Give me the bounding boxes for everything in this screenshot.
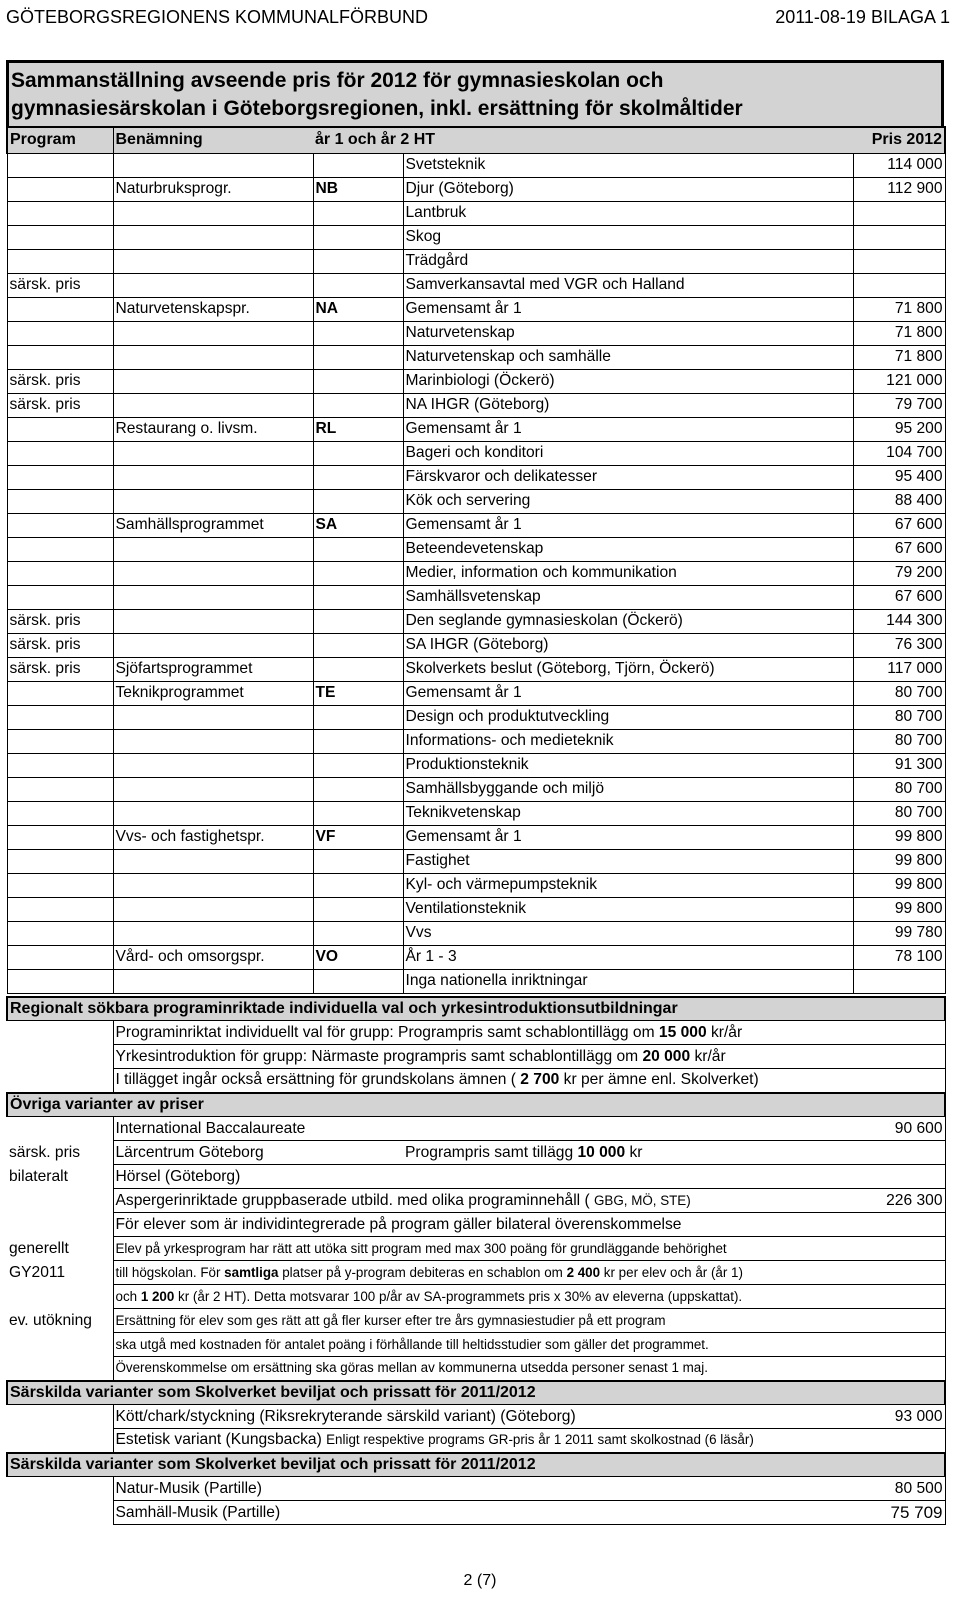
row-code — [313, 729, 403, 753]
row-code — [313, 849, 403, 873]
row-benamning: Marinbiologi (Öckerö) — [403, 369, 853, 393]
row-tag — [7, 825, 113, 849]
table-row — [7, 945, 945, 969]
row-program — [113, 153, 313, 177]
row-benamning: Beteendevetenskap — [403, 537, 853, 561]
row-tag — [7, 753, 113, 777]
row-tag — [7, 561, 113, 585]
row-program — [113, 249, 313, 273]
page-number: 2 (7) — [463, 1572, 497, 1589]
row-benamning: Medier, information och kommunikation — [403, 561, 853, 585]
row-tag: särsk. pris — [7, 273, 113, 297]
row-price: 104 700 — [853, 441, 945, 465]
generellt-tag: generellt — [9, 1239, 69, 1257]
horsel-tag: bilateralt — [9, 1167, 68, 1185]
row-price: 67 600 — [853, 585, 945, 609]
row-code — [313, 585, 403, 609]
table-row — [7, 369, 945, 393]
utokning-line-2: ska utgå med kostnaden för antalet poäng i förhållande till heltidsstudier som gäller det programmet. — [113, 1333, 945, 1357]
row-tag — [7, 537, 113, 561]
row-benamning: Samhällsvetenskap — [403, 585, 853, 609]
table-row — [7, 417, 945, 441]
row-program — [113, 897, 313, 921]
row-program — [113, 777, 313, 801]
row-program — [113, 561, 313, 585]
table-row — [7, 609, 945, 633]
row-price: 114 000 — [853, 153, 945, 177]
row-price: 117 000 — [853, 657, 945, 681]
row-price: 71 800 — [853, 321, 945, 345]
row-program — [113, 585, 313, 609]
row-tag — [7, 873, 113, 897]
row-tag — [7, 441, 113, 465]
row-price: 99 800 — [853, 873, 945, 897]
natur-musik-label: Natur-Musik (Partille) — [113, 1477, 853, 1501]
row-code — [313, 273, 403, 297]
row-price: 144 300 — [853, 609, 945, 633]
row-code: NB — [313, 177, 403, 201]
row-tag — [7, 201, 113, 225]
row-price: 95 200 — [853, 417, 945, 441]
row-program — [113, 369, 313, 393]
estetisk-label: Estetisk variant (Kungsbacka) Enligt respektive programs GR-pris år 1 2011 samt skolkostnad (6 läsår) — [113, 1429, 945, 1453]
table-row — [7, 225, 945, 249]
row-price: 99 780 — [853, 921, 945, 945]
row-benamning: Färskvaror och delikatesser — [403, 465, 853, 489]
ib-label: International Baccalaureate — [113, 1117, 853, 1141]
row-tag — [7, 249, 113, 273]
asperger-label: Aspergerinriktade gruppbaserade utbild. med olika programinnehåll ( GBG, MÖ, STE) — [113, 1189, 853, 1213]
row-program — [113, 705, 313, 729]
row-program — [113, 537, 313, 561]
row-price: 71 800 — [853, 345, 945, 369]
row-price: 121 000 — [853, 369, 945, 393]
row-tag — [7, 681, 113, 705]
table-row — [7, 969, 945, 993]
natur-musik-price: 80 500 — [853, 1477, 945, 1501]
generellt-line-1: Elev på yrkesprogram har rätt att utöka sitt program med max 300 poäng för grundläggande behörighet — [113, 1237, 945, 1261]
row-benamning: Ventilationsteknik — [403, 897, 853, 921]
row-tag — [7, 849, 113, 873]
table-row — [7, 753, 945, 777]
row-price: 71 800 — [853, 297, 945, 321]
asperger-price: 226 300 — [853, 1189, 945, 1213]
samhall-musik-label: Samhäll-Musik (Partille) — [113, 1501, 853, 1525]
row-program: Naturbruksprogr. — [113, 177, 313, 201]
row-price: 76 300 — [853, 633, 945, 657]
larc-tag: särsk. pris — [9, 1143, 81, 1161]
row-program: Vvs- och fastighetspr. — [113, 825, 313, 849]
row-benamning: Den seglande gymnasieskolan (Öckerö) — [403, 609, 853, 633]
row-benamning: Svetsteknik — [403, 153, 853, 177]
row-tag — [7, 489, 113, 513]
row-price: 88 400 — [853, 489, 945, 513]
row-tag — [7, 585, 113, 609]
row-tag: särsk. pris — [7, 393, 113, 417]
row-benamning: Samverkansavtal med VGR och Halland — [403, 273, 853, 297]
row-program — [113, 609, 313, 633]
row-benamning: Gemensamt år 1 — [403, 681, 853, 705]
utokning-line-3: Överenskommelse om ersättning ska göras mellan av kommunerna utsedda personer senast 1 maj. — [113, 1357, 945, 1381]
row-price — [853, 201, 945, 225]
generellt-line-3: och 1 200 kr (år 2 HT). Detta motsvarar 100 p/år av SA-programmets pris x 30% av eleverna (uppskattat). — [113, 1285, 945, 1309]
column-header-row — [7, 127, 945, 153]
table-row — [7, 321, 945, 345]
row-price: 91 300 — [853, 753, 945, 777]
table-row — [7, 897, 945, 921]
row-price: 80 700 — [853, 705, 945, 729]
row-price — [853, 225, 945, 249]
table-row — [7, 201, 945, 225]
row-price — [853, 969, 945, 993]
page-header — [6, 5, 950, 33]
regional-line-1: Programinriktat individuellt val för grupp: Programpris samt schablontillägg om 15 000 kr/år — [113, 1021, 945, 1045]
table-row — [7, 585, 945, 609]
row-tag — [7, 417, 113, 441]
table-row — [7, 873, 945, 897]
document-title: Sammanställning avseende pris för 2012 för gymnasieskolan och gymnasiesärskolan i Göteborgsregionen, inkl. ersättning för skolmåltider — [6, 60, 944, 126]
date-tag: 2011-08-19 BILAGA 1 — [775, 7, 950, 27]
row-code — [313, 753, 403, 777]
row-code: TE — [313, 681, 403, 705]
row-tag — [7, 513, 113, 537]
row-program — [113, 393, 313, 417]
table-row — [7, 489, 945, 513]
table-row — [7, 849, 945, 873]
larc-label: Lärcentrum Göteborg — [113, 1141, 403, 1165]
row-program: Vård- och omsorgspr. — [113, 945, 313, 969]
table-row — [7, 705, 945, 729]
row-code — [313, 249, 403, 273]
table-row — [7, 537, 945, 561]
row-tag — [7, 465, 113, 489]
row-price — [853, 249, 945, 273]
row-tag — [7, 801, 113, 825]
row-benamning: Kyl- och värmepumpsteknik — [403, 873, 853, 897]
table-row — [7, 513, 945, 537]
row-code — [313, 393, 403, 417]
utokning-line-1: Ersättning för elev som ges rätt att gå fler kurser efter tre års gymnasiestudier på ett program — [113, 1309, 945, 1333]
price-rows — [7, 153, 945, 993]
table-row — [7, 273, 945, 297]
row-benamning: Gemensamt år 1 — [403, 297, 853, 321]
table-row — [7, 729, 945, 753]
table-row — [7, 249, 945, 273]
row-benamning: Teknikvetenskap — [403, 801, 853, 825]
generellt-line-2: till högskolan. För samtliga platser på y-program debiteras en schablon om 2 400 kr per elev och år (år 1) — [113, 1261, 945, 1285]
table-row — [7, 921, 945, 945]
table-row — [7, 345, 945, 369]
row-benamning: Design och produktutveckling — [403, 705, 853, 729]
row-price: 80 700 — [853, 777, 945, 801]
table-row — [7, 681, 945, 705]
table-row — [7, 561, 945, 585]
table-row — [7, 153, 945, 177]
row-benamning: Inga nationella inriktningar — [403, 969, 853, 993]
col-ar: år 1 och år 2 HT — [313, 127, 853, 153]
row-benamning: Bageri och konditori — [403, 441, 853, 465]
row-program — [113, 969, 313, 993]
row-benamning: Fastighet — [403, 849, 853, 873]
row-benamning: Naturvetenskap — [403, 321, 853, 345]
row-benamning: Lantbruk — [403, 201, 853, 225]
row-benamning: Informations- och medieteknik — [403, 729, 853, 753]
row-program — [113, 921, 313, 945]
row-price — [853, 273, 945, 297]
row-tag: särsk. pris — [7, 369, 113, 393]
org-name: GÖTEBORGSREGIONENS KOMMUNALFÖRBUND — [6, 7, 429, 27]
row-code — [313, 633, 403, 657]
row-price: 112 900 — [853, 177, 945, 201]
section-sarskilda-1-title: Särskilda varianter som Skolverket beviljat och prissatt för 2011/2012 — [7, 1381, 945, 1405]
row-code — [313, 801, 403, 825]
row-program: Naturvetenskapspr. — [113, 297, 313, 321]
row-price: 78 100 — [853, 945, 945, 969]
table-row — [7, 441, 945, 465]
utokning-tag: ev. utökning — [9, 1311, 92, 1329]
row-program — [113, 321, 313, 345]
row-code: VF — [313, 825, 403, 849]
row-tag — [7, 321, 113, 345]
row-benamning: Naturvetenskap och samhälle — [403, 345, 853, 369]
table-row — [7, 657, 945, 681]
row-program: Teknikprogrammet — [113, 681, 313, 705]
row-tag: särsk. pris — [7, 657, 113, 681]
samhall-musik-price: 75 709 — [853, 1501, 945, 1525]
row-price: 99 800 — [853, 825, 945, 849]
table-row — [7, 465, 945, 489]
row-tag — [7, 705, 113, 729]
table-row — [7, 777, 945, 801]
row-benamning: År 1 - 3 — [403, 945, 853, 969]
row-code — [313, 201, 403, 225]
row-benamning: Gemensamt år 1 — [403, 825, 853, 849]
row-price: 79 700 — [853, 393, 945, 417]
row-tag — [7, 153, 113, 177]
row-price: 95 400 — [853, 465, 945, 489]
row-code — [313, 345, 403, 369]
row-tag — [7, 897, 113, 921]
row-price: 80 700 — [853, 729, 945, 753]
row-program — [113, 633, 313, 657]
row-price: 67 600 — [853, 513, 945, 537]
table-row — [7, 801, 945, 825]
row-program — [113, 729, 313, 753]
row-code — [313, 441, 403, 465]
row-program — [113, 441, 313, 465]
row-program — [113, 201, 313, 225]
col-program: Program — [7, 127, 113, 153]
row-code: NA — [313, 297, 403, 321]
gy2011-tag: GY2011 — [9, 1263, 66, 1281]
row-program — [113, 345, 313, 369]
row-code — [313, 321, 403, 345]
row-code — [313, 537, 403, 561]
row-program — [113, 801, 313, 825]
row-code: RL — [313, 417, 403, 441]
kott-label: Kött/chark/styckning (Riksrekryterande särskild variant) (Göteborg) — [113, 1405, 853, 1429]
row-tag — [7, 969, 113, 993]
row-tag — [7, 177, 113, 201]
row-benamning: SA IHGR (Göteborg) — [403, 633, 853, 657]
row-benamning: Djur (Göteborg) — [403, 177, 853, 201]
row-code — [313, 657, 403, 681]
section-ovriga-title: Övriga varianter av priser — [7, 1093, 945, 1117]
table-row — [7, 633, 945, 657]
row-price: 79 200 — [853, 561, 945, 585]
row-benamning: Skolverkets beslut (Göteborg, Tjörn, Öckerö) — [403, 657, 853, 681]
col-pris: Pris 2012 — [853, 127, 945, 153]
horsel-label: Hörsel (Göteborg) — [113, 1165, 853, 1189]
row-tag — [7, 297, 113, 321]
regional-line-2: Yrkesintroduktion för grupp: Närmaste programpris samt schablontillägg om 20 000 kr/år — [113, 1045, 945, 1069]
table-row — [7, 825, 945, 849]
row-benamning: Gemensamt år 1 — [403, 513, 853, 537]
row-price: 67 600 — [853, 537, 945, 561]
row-benamning: Vvs — [403, 921, 853, 945]
row-code — [313, 609, 403, 633]
row-code — [313, 369, 403, 393]
row-tag — [7, 777, 113, 801]
row-code — [313, 921, 403, 945]
row-price: 80 700 — [853, 681, 945, 705]
price-sheet — [6, 60, 944, 1525]
kott-price: 93 000 — [853, 1405, 945, 1429]
section-regional-title: Regionalt sökbara programinriktade individuella val och yrkesintroduktionsutbildningar — [7, 997, 945, 1021]
row-code — [313, 465, 403, 489]
section-sarskilda-2-title: Särskilda varianter som Skolverket beviljat och prissatt för 2011/2012 — [7, 1453, 945, 1477]
row-program: Samhällsprogrammet — [113, 513, 313, 537]
row-program — [113, 489, 313, 513]
row-tag: särsk. pris — [7, 633, 113, 657]
price-table — [6, 126, 946, 994]
row-program — [113, 273, 313, 297]
table-row — [7, 297, 945, 321]
row-code — [313, 705, 403, 729]
row-tag — [7, 945, 113, 969]
row-benamning: Trädgård — [403, 249, 853, 273]
row-tag — [7, 921, 113, 945]
row-code — [313, 153, 403, 177]
row-code — [313, 777, 403, 801]
row-code: SA — [313, 513, 403, 537]
row-tag — [7, 729, 113, 753]
row-code: VO — [313, 945, 403, 969]
lower-sections — [6, 996, 946, 1526]
table-row — [7, 393, 945, 417]
regional-line-3: I tillägget ingår också ersättning för grundskolans ämnen ( 2 700 kr per ämne enl. Skolverket) — [113, 1069, 945, 1093]
row-program — [113, 225, 313, 249]
row-benamning: Gemensamt år 1 — [403, 417, 853, 441]
table-row — [7, 177, 945, 201]
row-benamning: Skog — [403, 225, 853, 249]
larc-note: Programpris samt tillägg 10 000 kr — [403, 1141, 853, 1165]
row-tag: särsk. pris — [7, 609, 113, 633]
row-program: Restaurang o. livsm. — [113, 417, 313, 441]
row-price: 99 800 — [853, 897, 945, 921]
col-benamning: Benämning — [113, 127, 313, 153]
row-program: Sjöfartsprogrammet — [113, 657, 313, 681]
row-benamning: Kök och servering — [403, 489, 853, 513]
row-price: 99 800 — [853, 849, 945, 873]
row-price: 80 700 — [853, 801, 945, 825]
ib-price: 90 600 — [853, 1117, 945, 1141]
row-tag — [7, 225, 113, 249]
row-code — [313, 873, 403, 897]
row-program — [113, 873, 313, 897]
row-code — [313, 561, 403, 585]
row-code — [313, 489, 403, 513]
row-code — [313, 897, 403, 921]
row-program — [113, 753, 313, 777]
row-program — [113, 849, 313, 873]
row-benamning: Samhällsbyggande och miljö — [403, 777, 853, 801]
row-code — [313, 225, 403, 249]
row-tag — [7, 345, 113, 369]
row-benamning: NA IHGR (Göteborg) — [403, 393, 853, 417]
row-program — [113, 465, 313, 489]
row-benamning: Produktionsteknik — [403, 753, 853, 777]
individintegrerade-note: För elever som är individintegrerade på program gäller bilateral överenskommelse — [113, 1213, 945, 1237]
row-code — [313, 969, 403, 993]
